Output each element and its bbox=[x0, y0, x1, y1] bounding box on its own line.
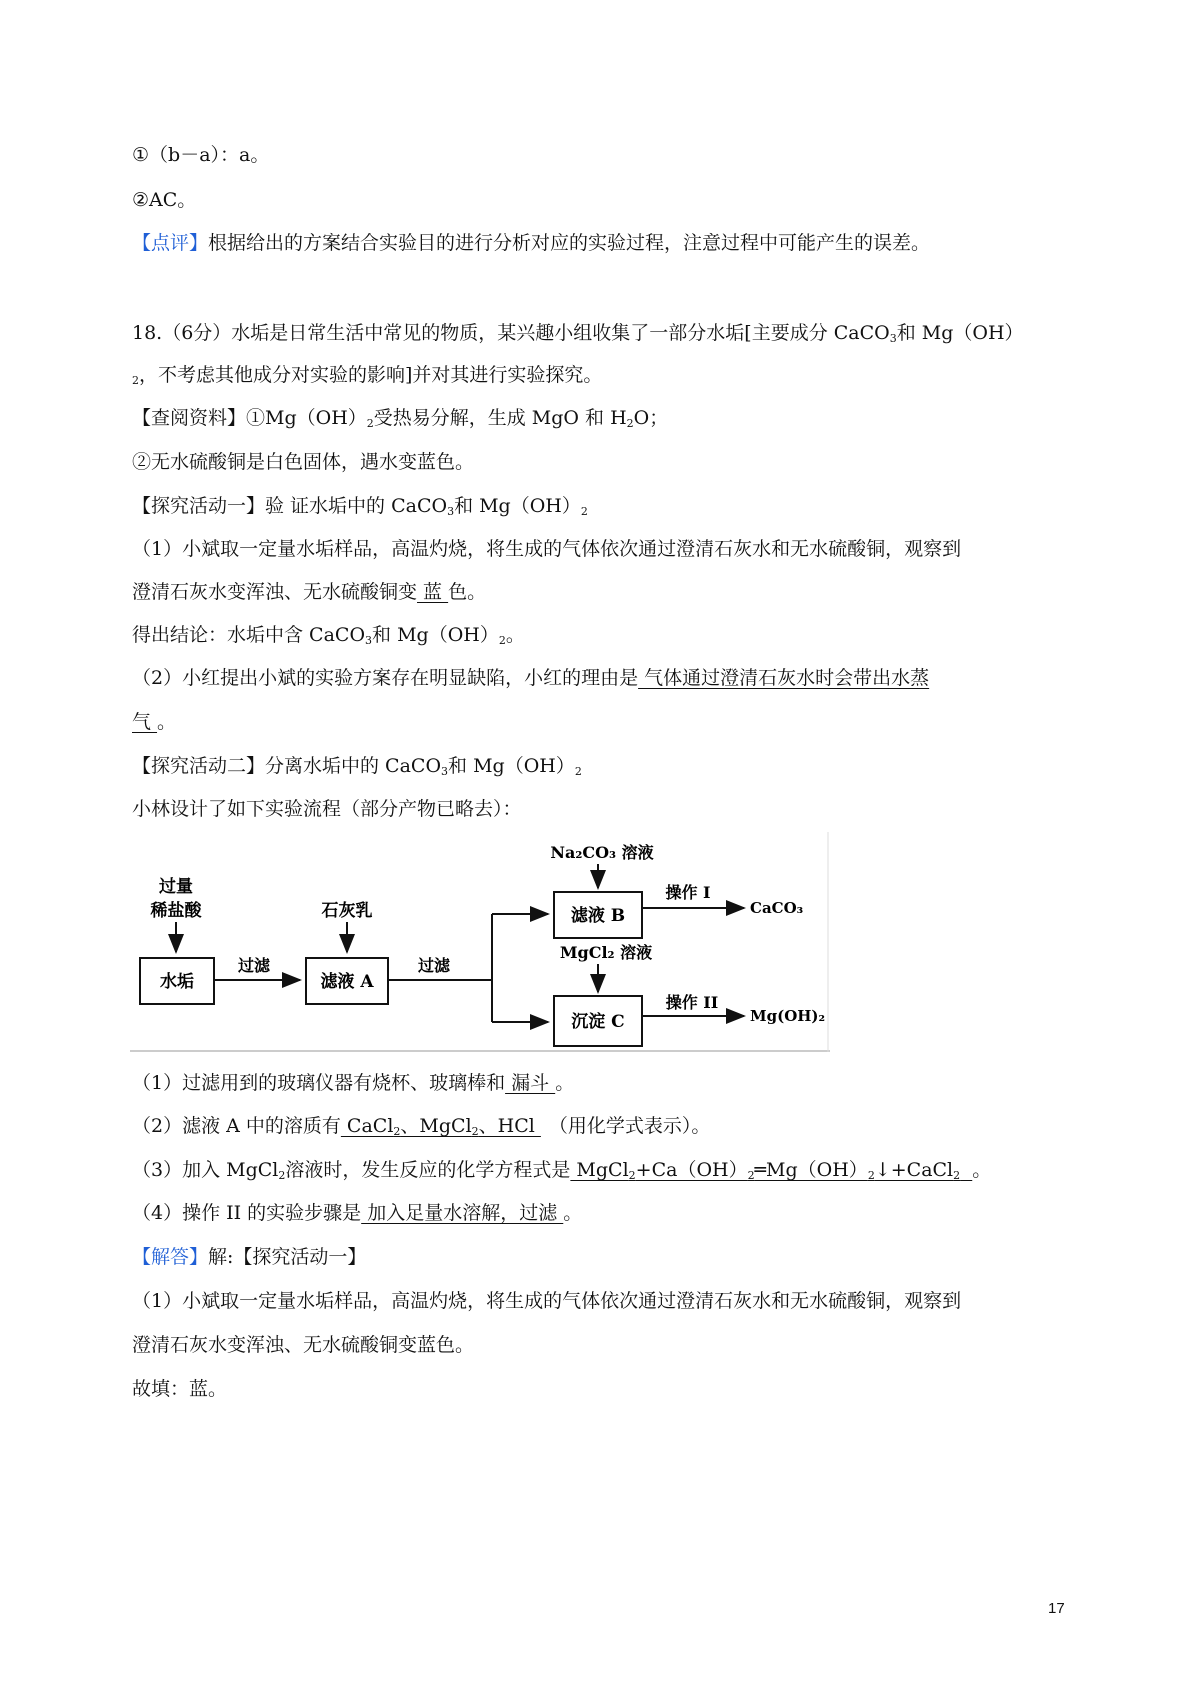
answer-blank: 漏斗 bbox=[505, 1072, 556, 1094]
concl-text: 和 Mg（OH） bbox=[372, 624, 499, 646]
hcl-label-2: 稀盐酸 bbox=[150, 901, 202, 921]
answer-blank: 加入足量水溶解，过滤 bbox=[361, 1202, 564, 1224]
f3-text: （3）加入 MgCl bbox=[132, 1159, 279, 1181]
question-18-line-1 bbox=[132, 320, 1024, 352]
activity-2-heading bbox=[132, 753, 582, 785]
part-1-line-2 bbox=[132, 579, 486, 605]
p2-text: （2）小红提出小斌的实验方案存在明显缺陷，小红的理由是 bbox=[132, 667, 639, 689]
part-2-line-2 bbox=[132, 709, 176, 735]
sub: 3 bbox=[889, 332, 897, 345]
box-precipitate-c-label: 沉淀 C bbox=[571, 1012, 625, 1032]
f3-ans: MgCl bbox=[570, 1159, 629, 1181]
act2-text: 【探究活动二】分离水垢中的 CaCO bbox=[132, 755, 442, 777]
f2-ans: CaCl bbox=[340, 1115, 394, 1137]
sub: 3 bbox=[365, 634, 373, 647]
f4-text: 。 bbox=[563, 1202, 583, 1224]
f3-text: 溶液时，发生反应的化学方程式是 bbox=[285, 1159, 571, 1181]
sub: 2 bbox=[471, 1125, 479, 1138]
answer-blank bbox=[570, 1159, 972, 1181]
answer-line-1: ①（b－a）：a。 bbox=[132, 144, 270, 166]
sub: 2 bbox=[953, 1169, 961, 1182]
ref-text: 受热易分解，生成 MgO 和 H bbox=[373, 407, 627, 429]
fill-1-line bbox=[132, 1070, 574, 1096]
box-scale-label: 水垢 bbox=[160, 972, 194, 992]
answer-heading bbox=[132, 1244, 366, 1270]
sub: 2 bbox=[574, 765, 582, 778]
sub: 3 bbox=[447, 505, 455, 518]
ref-text: O； bbox=[633, 407, 669, 429]
concl-text: 得出结论：水垢中含 CaCO bbox=[132, 624, 366, 646]
f3-ans: ↓+CaCl bbox=[874, 1159, 954, 1181]
mgcl2-label: MgCl₂ 溶液 bbox=[559, 943, 653, 962]
f2-text: （用化学式表示）。 bbox=[548, 1115, 711, 1137]
reference-line-1 bbox=[132, 405, 668, 437]
act1-text: 和 Mg（OH） bbox=[454, 495, 581, 517]
sub: 2 bbox=[498, 634, 506, 647]
question-18-line-2 bbox=[132, 362, 602, 394]
sub: 2 bbox=[867, 1169, 875, 1182]
fill-4-line bbox=[132, 1200, 582, 1226]
op-1-label: 操作 I bbox=[665, 883, 711, 902]
f3-text: 。 bbox=[972, 1159, 992, 1181]
box-filtrate-b-label: 滤液 B bbox=[570, 906, 626, 926]
comment-text: 根据给出的方案结合实验目的进行分析对应的实验过程，注意过程中可能产生的误差。 bbox=[208, 232, 931, 254]
sub: 3 bbox=[441, 765, 449, 778]
answer-line-2: ②AC。 bbox=[132, 189, 197, 211]
act2-text: 和 Mg（OH） bbox=[448, 755, 575, 777]
comment-line bbox=[132, 230, 930, 256]
filter-label-2: 过滤 bbox=[417, 956, 451, 975]
concl-text: 。 bbox=[505, 624, 525, 646]
f2-text: （2）滤液 A 中的溶质有 bbox=[132, 1115, 341, 1137]
f1-text: （1）过滤用到的玻璃仪器有烧杯、玻璃棒和 bbox=[132, 1072, 506, 1094]
sub: 2 bbox=[278, 1169, 286, 1182]
fill-2-line bbox=[132, 1113, 710, 1145]
p1-text: 色。 bbox=[448, 581, 487, 603]
activity-1-heading bbox=[132, 493, 588, 525]
p2-text: 。 bbox=[157, 711, 177, 733]
f1-text: 。 bbox=[555, 1072, 575, 1094]
sub: 2 bbox=[366, 417, 374, 430]
f3-ans: ═Mg（OH） bbox=[754, 1159, 868, 1181]
act1-text: 【探究活动一】验 证水垢中的 CaCO bbox=[132, 495, 448, 517]
answer-blank: 气 bbox=[132, 711, 158, 733]
op-2-label: 操作 II bbox=[665, 993, 719, 1012]
ref-text: 【查阅资料】①Mg（OH） bbox=[132, 407, 367, 429]
process-flowchart bbox=[130, 832, 830, 1054]
q18-text: 18.（6分）水垢是日常生活中常见的物质，某兴趣小组收集了一部分水垢[主要成分 CaCO bbox=[132, 322, 890, 344]
sub: 2 bbox=[747, 1169, 755, 1182]
f3-ans: +Ca（OH） bbox=[635, 1159, 748, 1181]
part-2-line-1 bbox=[132, 665, 929, 691]
answer-blank: 蓝 bbox=[417, 581, 449, 603]
caco3-product: CaCO₃ bbox=[750, 899, 804, 917]
part-1-line-1: （1）小斌取一定量水垢样品，高温灼烧，将生成的气体依次通过澄清石灰水和无水硫酸铜，观察到 bbox=[132, 538, 962, 560]
design-line: 小林设计了如下实验流程（部分产物已略去）： bbox=[132, 798, 522, 820]
answer-blank bbox=[341, 1115, 541, 1137]
hcl-label-1: 过量 bbox=[159, 877, 193, 897]
answer-blank: 气体通过澄清石灰水时会带出水蒸 bbox=[638, 667, 930, 689]
fill-3-line bbox=[132, 1157, 991, 1189]
p1-text: 澄清石灰水变浑浊、无水硫酸铜变 bbox=[132, 581, 418, 603]
sub: 2 bbox=[628, 1169, 636, 1182]
solution-line-2: 澄清石灰水变浑浊、无水硫酸铜变蓝色。 bbox=[132, 1334, 475, 1356]
box-filtrate-a-label: 滤液 A bbox=[320, 972, 374, 992]
conclusion-line bbox=[132, 622, 525, 654]
solution-line-1: （1）小斌取一定量水垢样品，高温灼烧，将生成的气体依次通过澄清石灰水和无水硫酸铜，观察到 bbox=[132, 1290, 962, 1312]
comment-tag: 【点评】 bbox=[132, 232, 209, 254]
f4-text: （4）操作 II 的实验步骤是 bbox=[132, 1202, 362, 1224]
filter-label-1: 过滤 bbox=[237, 956, 271, 975]
sub: 2 bbox=[393, 1125, 401, 1138]
sub: 2 bbox=[580, 505, 588, 518]
mgoh2-product: Mg(OH)₂ bbox=[750, 1007, 826, 1025]
reference-line-2: ②无水硫酸铜是白色固体，遇水变蓝色。 bbox=[132, 451, 475, 473]
answer-text: 解:【探究活动一】 bbox=[208, 1246, 367, 1268]
na2co3-label: Na₂CO₃ 溶液 bbox=[550, 843, 654, 862]
f2-ans: 、HCl bbox=[478, 1115, 541, 1137]
f2-ans: 、MgCl bbox=[400, 1115, 472, 1137]
answer-tag: 【解答】 bbox=[132, 1246, 209, 1268]
sub: 2 bbox=[626, 417, 634, 430]
q18-text-2: ，不考虑其他成分对实验的影响]并对其进行实验探究。 bbox=[139, 364, 603, 386]
sub: 2 bbox=[132, 374, 139, 387]
q18-tail: 和 Mg（OH） bbox=[896, 322, 1024, 344]
page-number: 17 bbox=[1048, 1600, 1065, 1617]
lime-label: 石灰乳 bbox=[321, 901, 373, 921]
solution-line-3: 故填：蓝。 bbox=[132, 1378, 228, 1400]
